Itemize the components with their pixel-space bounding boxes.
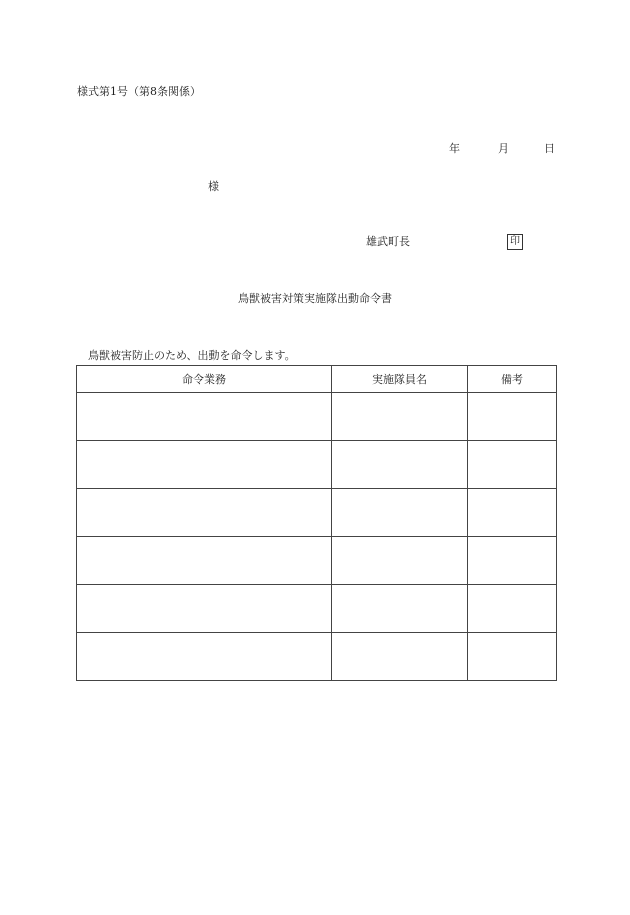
date-day-label: 日 xyxy=(544,142,555,155)
remarks-cell[interactable] xyxy=(468,585,557,633)
order-task-cell[interactable] xyxy=(77,393,332,441)
member-name-cell[interactable] xyxy=(332,441,468,489)
order-task-cell[interactable] xyxy=(77,441,332,489)
instruction-text: 鳥獣被害防止のため、出動を命令します。 xyxy=(88,349,296,362)
member-name-cell[interactable] xyxy=(332,393,468,441)
order-table xyxy=(76,365,557,681)
order-task-cell[interactable] xyxy=(77,489,332,537)
member-name-cell[interactable] xyxy=(332,537,468,585)
table-row xyxy=(77,393,557,441)
member-name-cell[interactable] xyxy=(332,489,468,537)
date-year-label: 年 xyxy=(449,142,460,155)
document-title: 鳥獣被害対策実施隊出動命令書 xyxy=(238,292,392,305)
member-name-cell[interactable] xyxy=(332,585,468,633)
header-remarks: 備考 xyxy=(468,366,557,393)
table-row xyxy=(77,441,557,489)
header-member-name: 実施隊員名 xyxy=(332,366,468,393)
order-task-cell[interactable] xyxy=(77,633,332,681)
remarks-cell[interactable] xyxy=(468,441,557,489)
table-row xyxy=(77,489,557,537)
remarks-cell[interactable] xyxy=(468,489,557,537)
order-task-cell[interactable] xyxy=(77,537,332,585)
header-order-task: 命令業務 xyxy=(77,366,332,393)
table-row xyxy=(77,633,557,681)
issuer-name: 雄武町長 xyxy=(366,235,410,248)
seal-mark: 印 xyxy=(507,234,523,250)
table-row xyxy=(77,585,557,633)
table-row xyxy=(77,537,557,585)
recipient-suffix: 様 xyxy=(208,180,219,193)
order-task-cell[interactable] xyxy=(77,585,332,633)
remarks-cell[interactable] xyxy=(468,537,557,585)
date-month-label: 月 xyxy=(498,142,509,155)
remarks-cell[interactable] xyxy=(468,393,557,441)
member-name-cell[interactable] xyxy=(332,633,468,681)
table-header-row xyxy=(77,366,557,393)
remarks-cell[interactable] xyxy=(468,633,557,681)
form-number: 様式第1号（第8条関係） xyxy=(77,85,201,98)
